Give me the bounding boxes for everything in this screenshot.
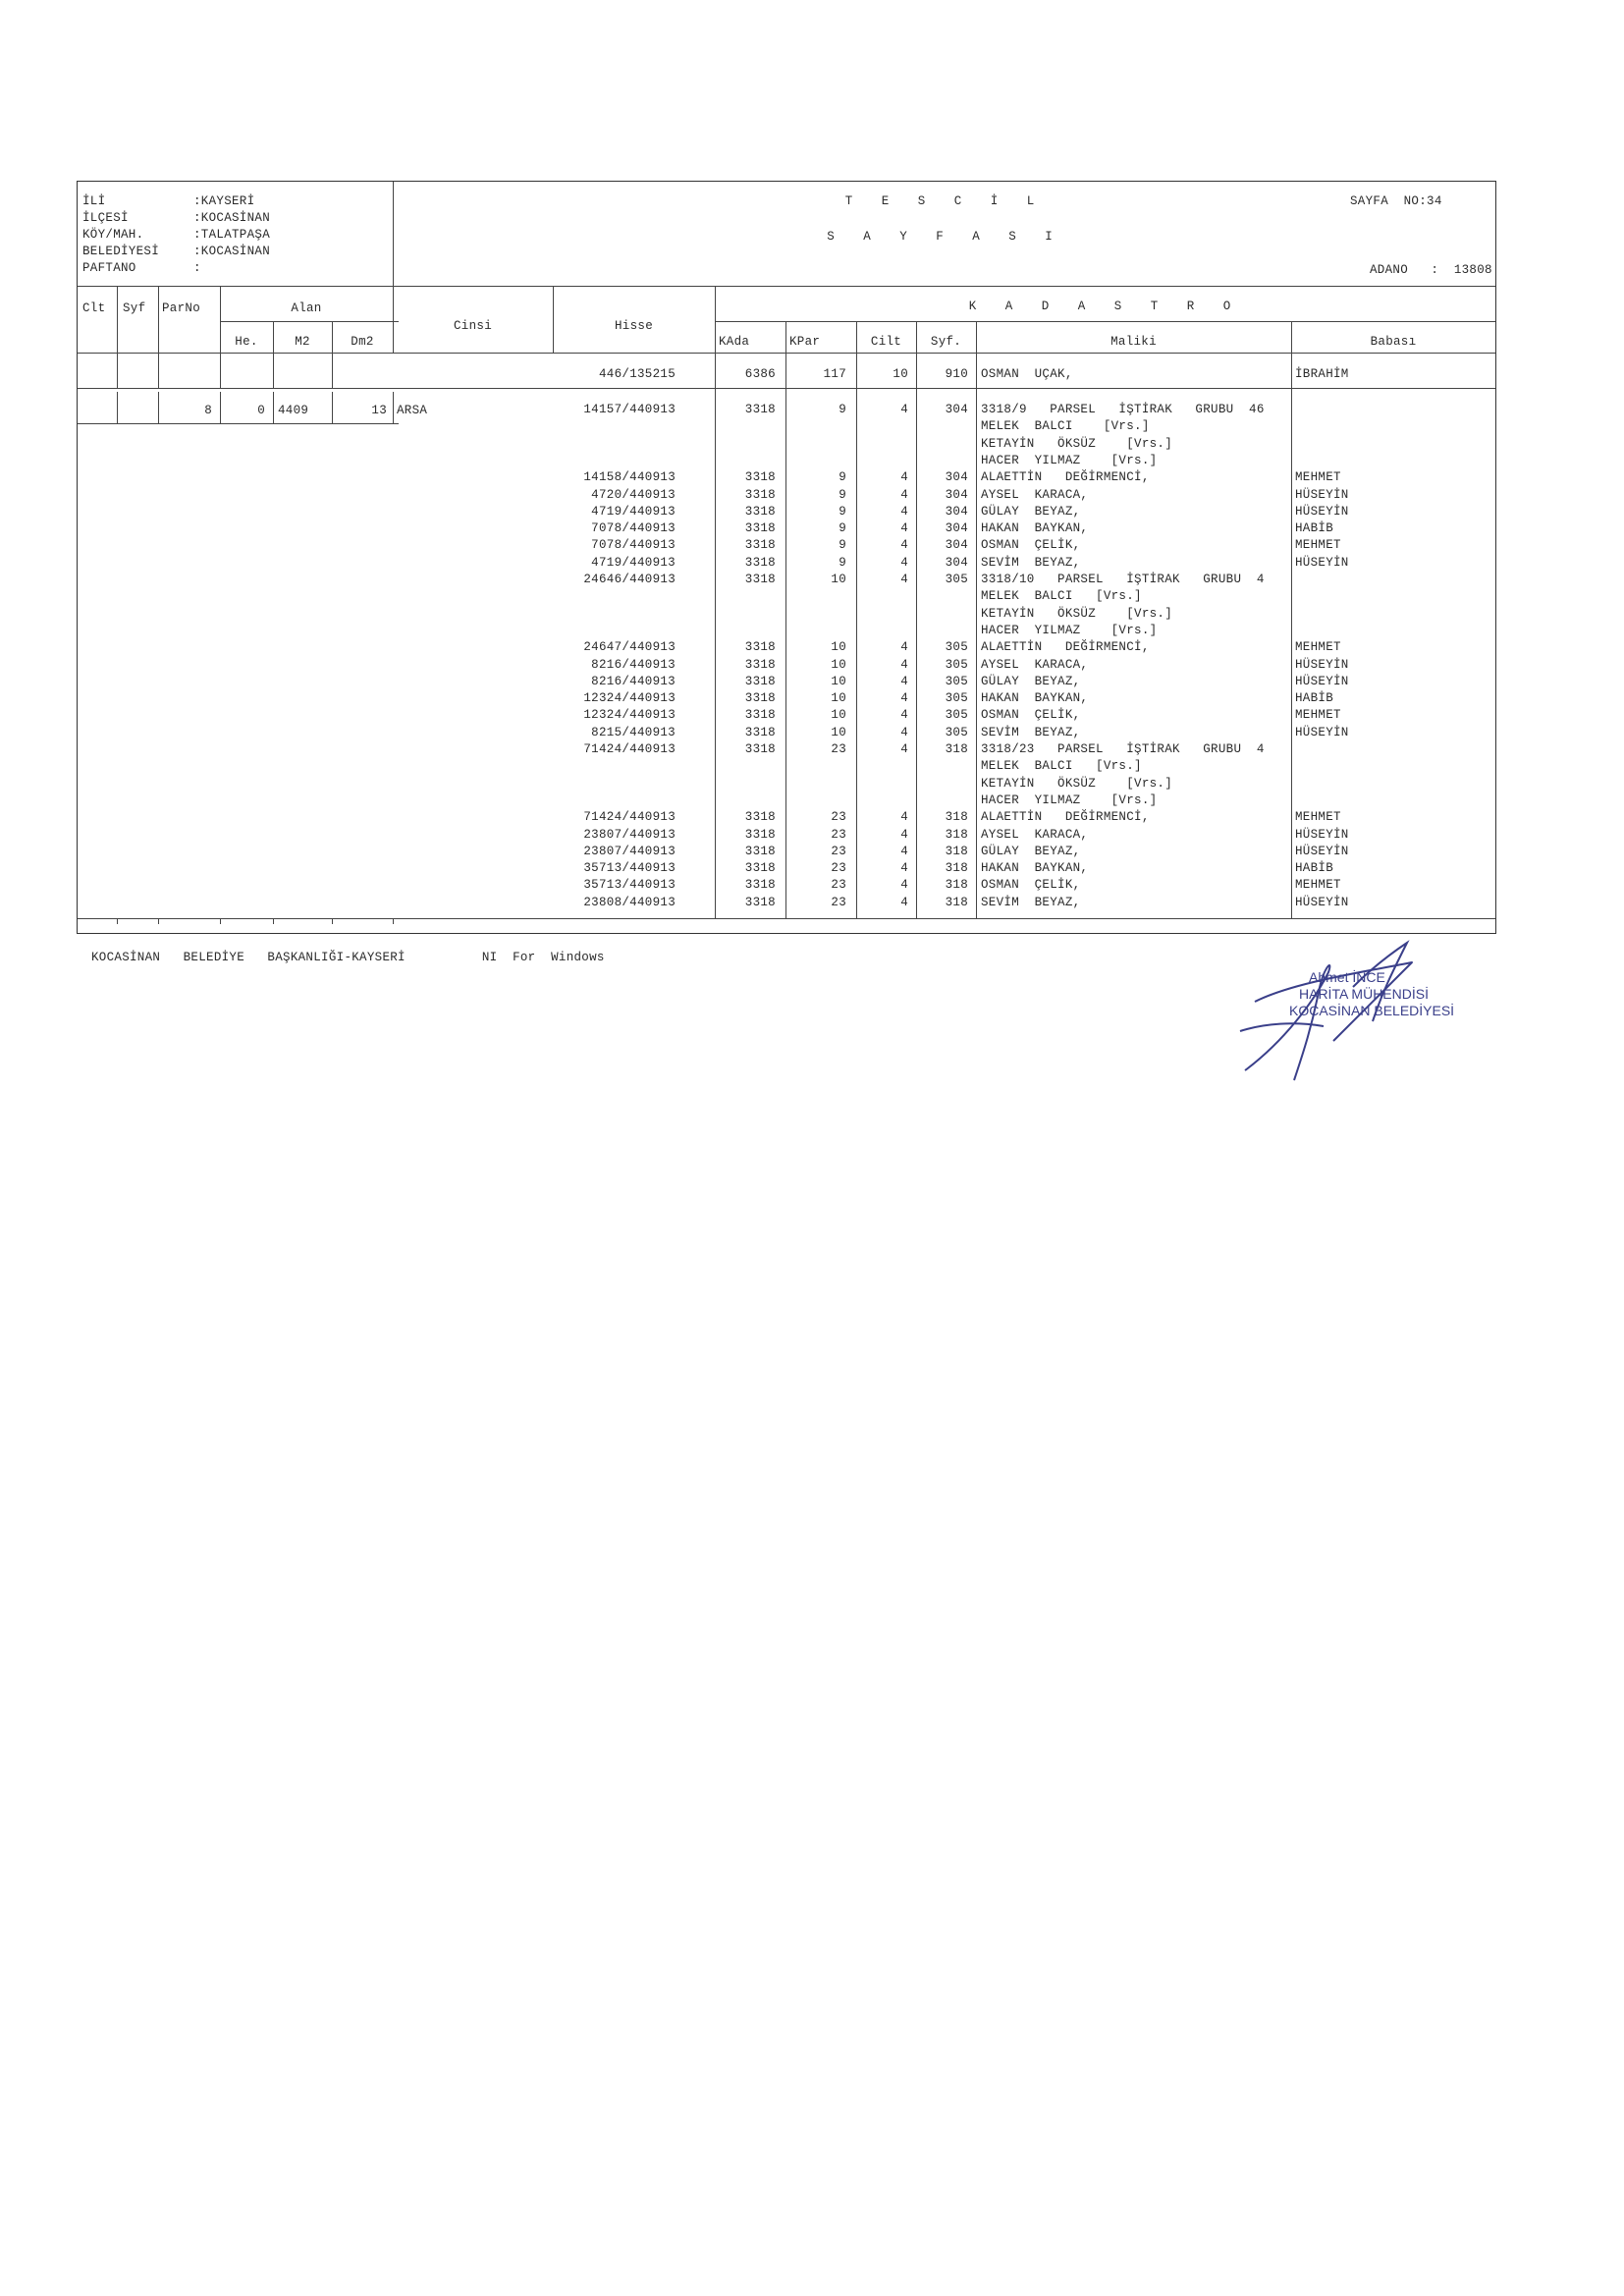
cell-maliki: ALAETTİN DEĞİRMENCİ, [981, 810, 1150, 825]
header-label: KÖY/MAH. [82, 228, 144, 242]
cell-babasi: HÜSEYİN [1295, 674, 1349, 688]
cell-kpar: 9 [839, 504, 846, 519]
cell-cilt: 4 [900, 827, 908, 842]
ada-number: ADANO : 13808 [1370, 263, 1492, 277]
cell-maliki: 3318/23 PARSEL İŞTİRAK GRUBU 4 [981, 742, 1265, 756]
cell-cilt: 4 [900, 674, 908, 688]
cell-maliki: MELEK BALCI [Vrs.] [981, 759, 1142, 774]
cell-syf: 318 [945, 844, 968, 858]
cell-babasi: MEHMET [1295, 810, 1341, 825]
col-header-maliki: Maliki [1110, 335, 1157, 349]
cell-maliki: KETAYİN ÖKSÜZ [Vrs.] [981, 776, 1173, 791]
tescil-document-frame [77, 181, 1496, 934]
cell-cilt: 4 [900, 742, 908, 756]
cell-babasi: HÜSEYİN [1295, 844, 1349, 858]
cell-hisse: 4719/440913 [591, 555, 676, 570]
cell-maliki: KETAYİN ÖKSÜZ [Vrs.] [981, 606, 1173, 621]
cell-babasi: HABİB [1295, 521, 1334, 536]
cell-kpar: 10 [831, 725, 846, 739]
cell-syf: 304 [945, 521, 968, 536]
cell-maliki: AYSEL KARACA, [981, 657, 1089, 672]
col-header-parno: ParNo [162, 301, 201, 315]
kadastro-sub-separator [715, 321, 1495, 322]
cell-maliki: KETAYİN ÖKSÜZ [Vrs.] [981, 436, 1173, 451]
parcel-line-m2 [273, 392, 274, 423]
cell-maliki: HACER YILMAZ [Vrs.] [981, 453, 1158, 467]
cell-hisse: 23807/440913 [583, 827, 676, 842]
cell-cilt: 4 [900, 573, 908, 586]
cell-syf: 318 [945, 827, 968, 842]
col-line-m2 [273, 321, 274, 388]
cell-cilt: 4 [900, 538, 908, 553]
cell-syf: 304 [945, 487, 968, 502]
cell-hisse: 24646/440913 [583, 573, 676, 586]
cell-syf: 304 [945, 470, 968, 485]
cell-maliki: SEVİM BEYAZ, [981, 555, 1081, 570]
col-header-cilt: Clt [82, 301, 106, 315]
cell-maliki: ALAETTİN DEĞİRMENCİ, [981, 470, 1150, 485]
cell-cilt: 4 [900, 487, 908, 502]
cell-kpar: 10 [831, 573, 846, 586]
first-row-syf: 910 [945, 367, 968, 381]
col-header-kadastro: K A D A S T R O [968, 300, 1242, 313]
cell-maliki: 3318/10 PARSEL İŞTİRAK GRUBU 4 [981, 573, 1265, 586]
cell-kpar: 10 [831, 674, 846, 688]
col-header-he: He. [235, 335, 258, 349]
header-value: : [193, 261, 201, 275]
header-value: :TALATPAŞA [193, 228, 271, 242]
cell-hisse: 35713/440913 [583, 878, 676, 893]
cell-kpar: 9 [839, 538, 846, 553]
cell-kpar: 10 [831, 657, 846, 672]
cell-cilt: 4 [900, 403, 908, 416]
cell-babasi: HÜSEYİN [1295, 487, 1349, 502]
cell-maliki: HACER YILMAZ [Vrs.] [981, 623, 1158, 637]
cell-syf: 305 [945, 657, 968, 672]
cell-hisse: 4720/440913 [591, 487, 676, 502]
first-row-maliki: OSMAN UÇAK, [981, 367, 1073, 381]
cell-babasi: HÜSEYİN [1295, 555, 1349, 570]
first-row-cilt: 10 [893, 367, 908, 381]
cell-kpar: 9 [839, 403, 846, 416]
cell-kada: 3318 [744, 878, 776, 893]
parcel-m2: 4409 [278, 404, 309, 417]
column-header-separator [78, 353, 1495, 354]
bottom-tick [220, 918, 221, 924]
header-value: :KOCASİNAN [193, 245, 271, 258]
bottom-tick [393, 918, 394, 924]
cell-cilt: 4 [900, 810, 908, 825]
stamp-line-3: KOCASİNAN BELEDİYESİ [1289, 1003, 1455, 1018]
alan-sub-separator [220, 321, 399, 322]
cell-syf: 304 [945, 538, 968, 553]
cell-cilt: 4 [900, 725, 908, 739]
cell-babasi: HÜSEYİN [1295, 725, 1349, 739]
parcel-cinsi: ARSA [397, 404, 428, 417]
col-header-cinsi: Cinsi [453, 319, 492, 333]
cell-hisse: 71424/440913 [583, 742, 676, 756]
cell-syf: 318 [945, 742, 968, 756]
col-line-maliki [976, 321, 977, 918]
cell-kpar: 10 [831, 708, 846, 723]
header-label: BELEDİYESİ [82, 245, 160, 258]
header-label: PAFTANO [82, 261, 136, 275]
cell-maliki: SEVİM BEYAZ, [981, 895, 1081, 909]
cell-hisse: 8216/440913 [591, 674, 676, 688]
cell-kada: 3318 [744, 657, 776, 672]
cell-hisse: 24647/440913 [583, 640, 676, 655]
bottom-tick [273, 918, 274, 924]
cell-syf: 305 [945, 674, 968, 688]
cell-cilt: 4 [900, 504, 908, 519]
cell-kada: 3318 [744, 403, 776, 416]
cell-kpar: 23 [831, 895, 846, 909]
cell-kada: 3318 [744, 674, 776, 688]
header-value: :KOCASİNAN [193, 211, 271, 225]
bottom-tick [332, 918, 333, 924]
col-line-dm2 [332, 321, 333, 388]
cell-babasi: HABİB [1295, 691, 1334, 706]
cell-syf: 305 [945, 640, 968, 655]
col-header-ksyf: Syf. [930, 335, 962, 349]
col-line-syf [117, 286, 118, 388]
cell-kpar: 23 [831, 827, 846, 842]
parcel-line-cinsi [393, 392, 394, 423]
cell-kpar: 9 [839, 470, 846, 485]
cell-maliki: AYSEL KARACA, [981, 827, 1089, 842]
cell-cilt: 4 [900, 861, 908, 876]
cell-maliki: GÜLAY BEYAZ, [981, 844, 1081, 858]
cell-hisse: 12324/440913 [583, 691, 676, 706]
cell-kada: 3318 [744, 538, 776, 553]
cell-cilt: 4 [900, 691, 908, 706]
cell-kada: 3318 [744, 487, 776, 502]
cell-kada: 3318 [744, 573, 776, 586]
cell-cilt: 4 [900, 640, 908, 655]
cell-syf: 305 [945, 573, 968, 586]
cell-babasi: MEHMET [1295, 470, 1341, 485]
cell-kada: 3318 [744, 708, 776, 723]
first-row-kada: 6386 [744, 367, 776, 381]
cell-maliki: MELEK BALCI [Vrs.] [981, 419, 1150, 434]
parcel-row-separator [78, 423, 399, 424]
cell-kada: 3318 [744, 521, 776, 536]
cell-kpar: 23 [831, 742, 846, 756]
cell-syf: 304 [945, 504, 968, 519]
cell-kpar: 23 [831, 861, 846, 876]
cell-syf: 318 [945, 861, 968, 876]
cell-kpar: 23 [831, 810, 846, 825]
footer-right: NI For Windows [481, 951, 605, 964]
cell-kpar: 23 [831, 878, 846, 893]
col-line-babasi [1291, 321, 1292, 918]
cell-hisse: 14158/440913 [583, 470, 676, 485]
stamp-line-2: HARİTA MÜHENDİSİ [1299, 986, 1429, 1002]
cell-kada: 3318 [744, 640, 776, 655]
header-separator [78, 286, 1495, 287]
cell-kpar: 10 [831, 640, 846, 655]
col-header-hisse: Hisse [614, 319, 653, 333]
cell-babasi: HÜSEYİN [1295, 827, 1349, 842]
cell-babasi: HABİB [1295, 861, 1334, 876]
cell-kada: 3318 [744, 470, 776, 485]
col-header-kcilt: Cilt [870, 335, 902, 349]
cell-hisse: 23808/440913 [583, 895, 676, 909]
parcel-dm2: 13 [371, 404, 387, 417]
first-row-separator [78, 388, 1495, 389]
cell-cilt: 4 [900, 521, 908, 536]
header-label: İLİ [82, 194, 106, 208]
first-row-hisse: 446/135215 [598, 367, 676, 381]
footer [91, 951, 605, 964]
cell-babasi: MEHMET [1295, 640, 1341, 655]
cell-cilt: 4 [900, 470, 908, 485]
cell-kada: 3318 [744, 691, 776, 706]
cell-babasi: HÜSEYİN [1295, 657, 1349, 672]
stamp-line-1: Ahmet İNCE [1309, 969, 1385, 985]
col-header-kpar: KPar [789, 335, 821, 349]
cell-maliki: HAKAN BAYKAN, [981, 521, 1089, 536]
cell-hisse: 4719/440913 [591, 504, 676, 519]
page-number: SAYFA NO:34 [1350, 194, 1442, 208]
cell-maliki: OSMAN ÇELİK, [981, 878, 1081, 893]
first-row-kpar: 117 [823, 367, 846, 381]
cell-hisse: 23807/440913 [583, 844, 676, 858]
cell-babasi: MEHMET [1295, 708, 1341, 723]
cell-syf: 304 [945, 555, 968, 570]
cell-kada: 3318 [744, 895, 776, 909]
col-header-m2: M2 [295, 335, 310, 349]
cell-hisse: 8216/440913 [591, 657, 676, 672]
col-header-kada: KAda [719, 335, 750, 349]
header-value: :KAYSERİ [193, 194, 255, 208]
cell-hisse: 35713/440913 [583, 861, 676, 876]
cell-kada: 3318 [744, 844, 776, 858]
cell-cilt: 4 [900, 708, 908, 723]
cell-hisse: 7078/440913 [591, 521, 676, 536]
cell-cilt: 4 [900, 878, 908, 893]
cell-kpar: 9 [839, 555, 846, 570]
cell-kada: 3318 [744, 827, 776, 842]
cell-maliki: SEVİM BEYAZ, [981, 725, 1081, 739]
cell-maliki: 3318/9 PARSEL İŞTİRAK GRUBU 46 [981, 403, 1265, 416]
bottom-tick [158, 918, 159, 924]
table-bottom-line [78, 918, 1495, 919]
cell-maliki: MELEK BALCI [Vrs.] [981, 589, 1142, 604]
cell-cilt: 4 [900, 657, 908, 672]
cell-syf: 318 [945, 895, 968, 909]
cell-cilt: 4 [900, 555, 908, 570]
cell-hisse: 8215/440913 [591, 725, 676, 739]
cell-hisse: 7078/440913 [591, 538, 676, 553]
cell-maliki: HACER YILMAZ [Vrs.] [981, 793, 1158, 807]
cell-cilt: 4 [900, 844, 908, 858]
cell-syf: 305 [945, 725, 968, 739]
parcel-he: 0 [257, 404, 265, 417]
cell-babasi: MEHMET [1295, 538, 1341, 553]
footer-left: KOCASİNAN BELEDİYE BAŞKANLIĞI-KAYSERİ [91, 951, 406, 964]
cell-kada: 3318 [744, 742, 776, 756]
signature-stamp [1235, 933, 1471, 1110]
col-header-babasi: Babası [1370, 335, 1417, 349]
col-header-syf: Syf [123, 301, 146, 315]
bottom-tick [117, 918, 118, 924]
cell-maliki: HAKAN BAYKAN, [981, 861, 1089, 876]
first-row-babasi: İBRAHİM [1295, 367, 1349, 381]
cell-maliki: GÜLAY BEYAZ, [981, 504, 1081, 519]
cell-maliki: GÜLAY BEYAZ, [981, 674, 1081, 688]
cell-hisse: 12324/440913 [583, 708, 676, 723]
cell-kpar: 10 [831, 691, 846, 706]
cell-babasi: MEHMET [1295, 878, 1341, 893]
cell-kpar: 9 [839, 487, 846, 502]
cell-syf: 305 [945, 691, 968, 706]
cell-maliki: ALAETTİN DEĞİRMENCİ, [981, 640, 1150, 655]
cell-hisse: 71424/440913 [583, 810, 676, 825]
col-line-parno [158, 286, 159, 388]
cell-maliki: AYSEL KARACA, [981, 487, 1089, 502]
cell-babasi: HÜSEYİN [1295, 895, 1349, 909]
cell-maliki: HAKAN BAYKAN, [981, 691, 1089, 706]
cell-babasi: HÜSEYİN [1295, 504, 1349, 519]
parcel-line-syf [117, 392, 118, 423]
col-header-dm2: Dm2 [351, 335, 374, 349]
cell-kada: 3318 [744, 810, 776, 825]
title-sayfasi: S A Y F A S I [827, 230, 1063, 244]
cell-syf: 318 [945, 810, 968, 825]
parcel-parno: 8 [204, 404, 212, 417]
cell-kada: 3318 [744, 861, 776, 876]
cell-kpar: 9 [839, 521, 846, 536]
cell-syf: 305 [945, 708, 968, 723]
cell-syf: 304 [945, 403, 968, 416]
cell-kpar: 23 [831, 844, 846, 858]
cell-cilt: 4 [900, 895, 908, 909]
cell-syf: 318 [945, 878, 968, 893]
cell-hisse: 14157/440913 [583, 403, 676, 416]
col-header-alan: Alan [291, 301, 322, 315]
cell-kada: 3318 [744, 725, 776, 739]
header-label: İLÇESİ [82, 211, 129, 225]
cell-kada: 3318 [744, 555, 776, 570]
cell-maliki: OSMAN ÇELİK, [981, 708, 1081, 723]
title-tescil: T E S C İ L [844, 194, 1046, 208]
cell-maliki: OSMAN ÇELİK, [981, 538, 1081, 553]
cell-kada: 3318 [744, 504, 776, 519]
